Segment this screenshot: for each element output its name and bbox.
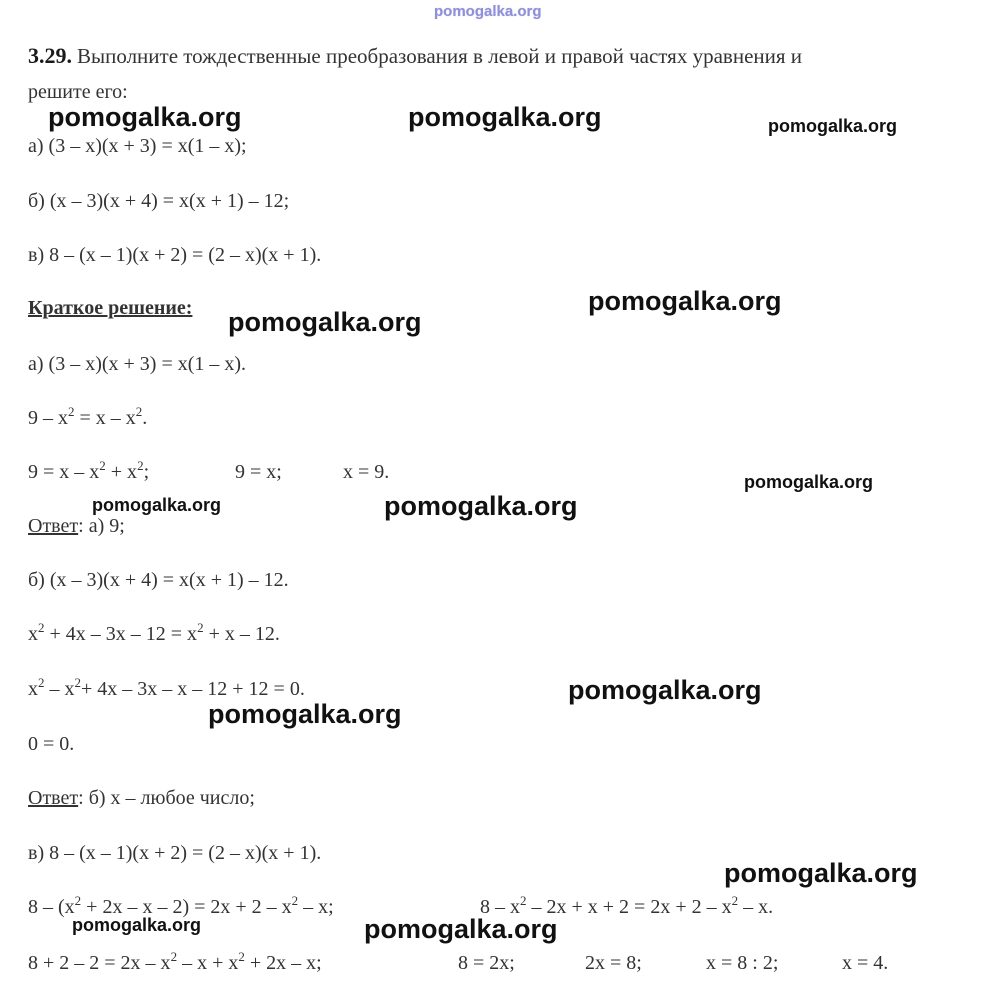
watermark-top: pomogalka.org — [434, 3, 542, 20]
solution-c-equation: в) 8 – (x – 1)(x + 2) = (2 – x)(x + 1). — [28, 842, 322, 864]
solution-a-step2c: x = 9. — [343, 461, 390, 483]
solution-b-step3: 0 = 0. — [28, 733, 75, 755]
solution-c-step2e: x = 4. — [842, 952, 889, 974]
solution-a-step1: $9 - x^2 = x - x^2$. — [28, 404, 148, 429]
watermark: pomogalka.org — [72, 915, 202, 935]
solution-b-answer: Ответ: б) x – любое число; — [28, 787, 255, 809]
watermark: pomogalka.org — [48, 102, 242, 132]
watermark: pomogalka.org — [768, 116, 898, 136]
solution-c-step1: $8 - (x^2 + 2x - x - 2) = 2x + 2 - x^2 - x$; — [28, 893, 334, 918]
solution-a-step2: $9 = x - x^2 + x^2$; — [28, 458, 150, 483]
problem-statement-line1: Выполните тождественные преобразования в левой и правой частях уравнения и — [77, 44, 803, 68]
watermark: pomogalka.org — [568, 675, 762, 705]
watermark: pomogalka.org — [408, 102, 602, 132]
solution-b-equation: б) (x – 3)(x + 4) = x(x + 1) – 12. — [28, 569, 289, 591]
solution-c-step2c: 2x = 8; — [585, 952, 642, 974]
watermark: pomogalka.org — [384, 491, 578, 521]
solution-title: Краткое решение: — [28, 297, 193, 319]
problem-part-b: б) (x – 3)(x + 4) = x(x + 1) – 12; — [28, 190, 290, 212]
problem-part-c: в) 8 – (x – 1)(x + 2) = (2 – x)(x + 1). — [28, 244, 322, 266]
problem-statement-line2: решите его: — [28, 81, 128, 103]
problem-number: 3.29. — [28, 43, 72, 68]
watermark: pomogalka.org — [208, 699, 402, 729]
watermark: pomogalka.org — [744, 472, 874, 492]
solution-b-step1: $x^2 + 4x - 3x - 12 = x^2 + x - 12$. — [28, 620, 280, 645]
solution-b-step2: $x^2 - x^2+ 4x - 3x - x - 12 + 12 = 0$. — [28, 675, 305, 700]
watermark: pomogalka.org — [228, 307, 422, 337]
problem-part-a: а) (3 – x)(x + 3) = x(1 – x); — [28, 135, 247, 157]
watermark: pomogalka.org — [364, 914, 558, 944]
watermark: pomogalka.org — [92, 495, 222, 515]
solution-a-equation: а) (3 – x)(x + 3) = x(1 – x). — [28, 353, 247, 375]
solution-a-step2b: 9 = x; — [235, 461, 282, 483]
problem-heading — [28, 44, 802, 69]
solution-c-step1b: $8 - x^2 - 2x + x + 2 = 2x + 2 - x^2 - x$. — [480, 893, 774, 918]
solution-c-step2b: 8 = 2x; — [458, 952, 515, 974]
solution-a-answer: Ответ: а) 9; — [28, 515, 125, 537]
watermark: pomogalka.org — [588, 286, 782, 316]
solution-c-step2: $8 + 2 - 2 = 2x - x^2 - x + x^2 + 2x - x$; — [28, 949, 322, 974]
watermark: pomogalka.org — [724, 858, 918, 888]
solution-c-step2d: x = 8 : 2; — [706, 952, 779, 974]
